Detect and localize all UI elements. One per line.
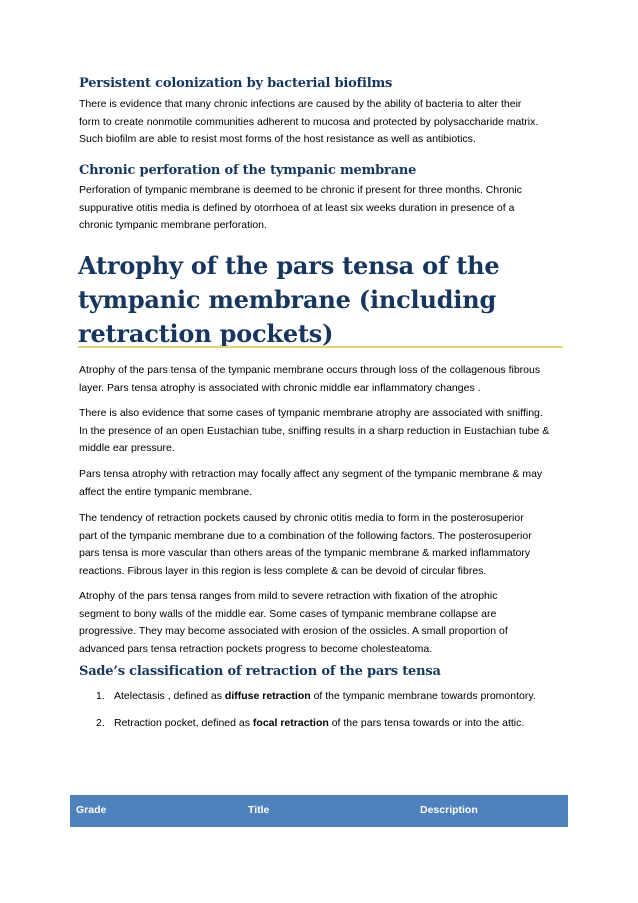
classification-table — [70, 795, 568, 827]
biofilm-heading: Persistent colonization by bacterial biofilms — [79, 76, 393, 91]
list-text: Atelectasis , defined as — [114, 690, 225, 702]
paragraph-tendency — [79, 510, 569, 580]
text-line: part of the tympanic membrane due to a combination of the following factors. The posterosuperior — [79, 529, 532, 542]
perforation-heading: Chronic perforation of the tympanic membrane — [79, 163, 417, 178]
text-line: chronic tympanic membrane perforation. — [79, 219, 267, 231]
title-line: Atrophy of the pars tensa of the — [78, 251, 500, 280]
column-header-description: Description — [414, 797, 568, 826]
title-underline — [78, 346, 563, 348]
list-emphasis: focal retraction — [252, 717, 329, 729]
text-line: Pars tensa atrophy with retraction may focally affect any segment of the tympanic membrane & may — [79, 468, 543, 480]
text-line: progressive. They may become associated with erosion of the ossicles. A small proportion of — [79, 625, 508, 637]
text-line: segment to bony walls of the middle ear. Some cases of tympanic membrane collapse are — [79, 607, 497, 620]
text-line: The tendency of retraction pockets caused by chronic otitis media to form in the posterosuperior — [79, 512, 524, 524]
text-line: pars tensa is more vascular than others areas of the tympanic membrane & marked inflammatory — [79, 547, 531, 559]
list-item — [96, 688, 576, 705]
list-number: 1. — [96, 690, 105, 702]
text-line: Atrophy of the pars tensa ranges from mild to severe retraction with fixation of the atrophic — [79, 590, 498, 602]
list-text: of the pars tensa towards or into the attic. — [328, 717, 525, 729]
text-line: form to create nonmotile communities adherent to mucosa and protected by polysaccharide matrix. — [79, 115, 539, 128]
text-line: Such biofilm are able to resist most forms of the host resistance as well as antibiotics. — [79, 133, 476, 145]
title-line: tympanic membrane (including — [78, 285, 497, 314]
text-line: reactions. Fibrous layer in this region is less complete & can be devoid of circular fibres. — [79, 564, 487, 577]
text-line: Atrophy of the pars tensa of the tympanic membrane occurs through loss of the collagenous fibrous — [79, 364, 541, 376]
text-line: middle ear pressure. — [79, 442, 175, 454]
column-header-grade: Grade — [70, 797, 242, 826]
text-line: In the presence of an open Eustachian tube, sniffing results in a sharp reduction in Eustachian tube & — [79, 424, 550, 437]
title-line: retraction pockets) — [78, 319, 334, 348]
list-item — [96, 715, 576, 732]
text-line: There is also evidence that some cases of tympanic membrane atrophy are associated with sniffing. — [79, 407, 543, 419]
paragraph-sniffing — [79, 405, 569, 458]
paragraph-atrophy — [79, 362, 569, 397]
perforation-paragraph — [79, 182, 569, 235]
paragraph-severity — [79, 588, 569, 658]
text-line: suppurative otitis media is defined by otorrhoea of at least six weeks duration in presence of a — [79, 201, 515, 214]
text-line: There is evidence that many chronic infections are caused by the ability of bacteria to alter their — [79, 98, 522, 110]
text-line: Perforation of tympanic membrane is deemed to be chronic if present for three months. Chronic — [79, 184, 522, 196]
table-header-row — [70, 797, 568, 826]
biofilm-paragraph — [79, 96, 569, 149]
sade-heading: Sade’s classification of retraction of the pars tensa — [79, 664, 441, 679]
section-title — [78, 249, 558, 351]
text-line: layer. Pars tensa atrophy is associated with chronic middle ear inflammatory changes . — [79, 381, 481, 394]
paragraph-focal — [79, 466, 569, 501]
text-line: affect the entire tympanic membrane. — [79, 485, 253, 498]
list-number: 2. — [96, 717, 105, 729]
list-text: Retraction pocket, defined as — [114, 717, 253, 729]
list-text: of the tympanic membrane towards promontory. — [310, 690, 536, 702]
column-header-title: Title — [242, 797, 414, 826]
text-line: advanced pars tensa retraction pockets progress to become cholesteatoma. — [79, 642, 433, 655]
list-emphasis: diffuse retraction — [224, 690, 311, 702]
